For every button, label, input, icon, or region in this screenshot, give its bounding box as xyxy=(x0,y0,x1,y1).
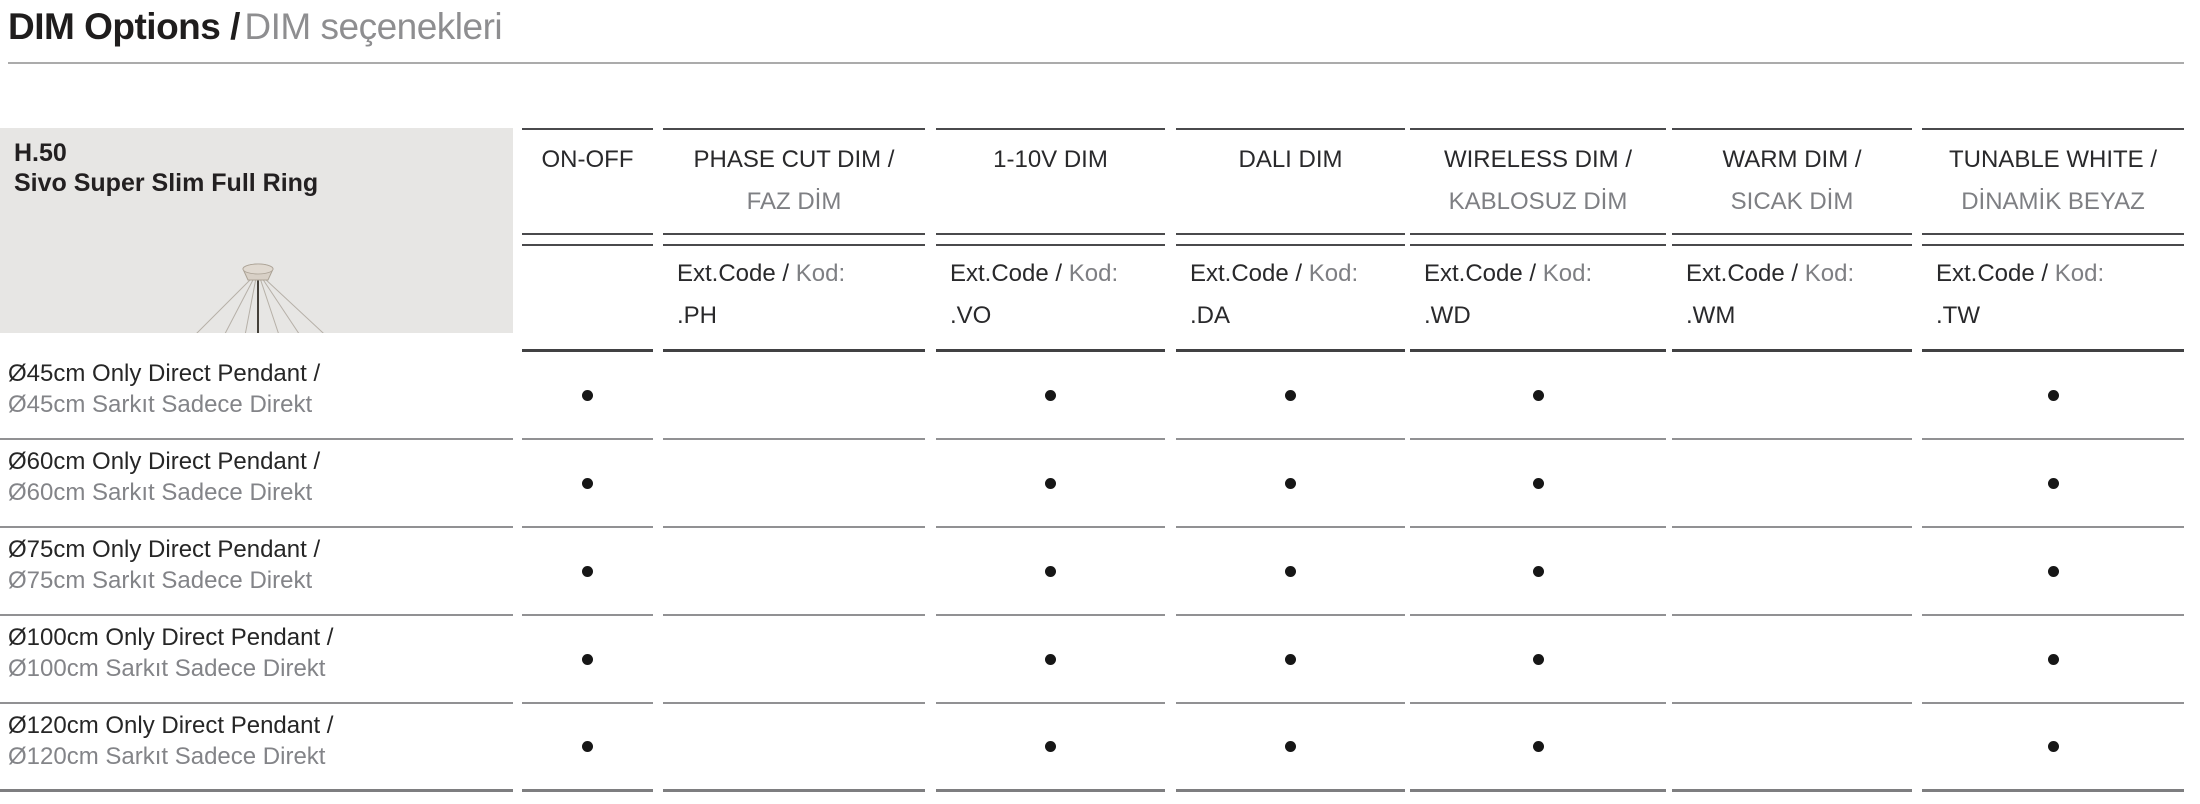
table-row xyxy=(0,704,2200,792)
column-header-tr: DİNAMİK BEYAZ xyxy=(1961,188,2145,215)
availability-dot xyxy=(1045,478,1056,489)
ext-code-cell xyxy=(1176,246,1405,352)
ext-code-value: .WD xyxy=(1424,302,1471,329)
option-cell-tunable-white xyxy=(1922,528,2184,616)
option-cell-warm-dim xyxy=(1672,616,1912,704)
header-double-rule xyxy=(663,233,925,246)
product-name: Sivo Super Slim Full Ring xyxy=(14,169,319,197)
row-label xyxy=(0,704,513,792)
option-cell-phase-cut-dim xyxy=(663,352,925,440)
availability-dot xyxy=(2048,390,2059,401)
availability-dot xyxy=(2048,654,2059,665)
option-cell-1-10v-dim xyxy=(936,528,1165,616)
availability-dot xyxy=(1045,741,1056,752)
pendant-illustration-icon xyxy=(0,128,513,333)
ext-code-label xyxy=(1424,260,1666,288)
column-header xyxy=(663,128,925,233)
row-label-tr: Ø60cm Sarkıt Sadece Direkt xyxy=(8,479,313,506)
ext-code-value: .TW xyxy=(1936,302,1980,329)
row-label xyxy=(0,352,513,440)
row-label-en: Ø100cm Only Direct Pendant / xyxy=(8,624,334,651)
header-double-rule xyxy=(936,233,1165,246)
row-label-en: Ø75cm Only Direct Pendant / xyxy=(8,536,321,563)
availability-dot xyxy=(2048,566,2059,577)
header-double-rule xyxy=(1672,233,1912,246)
ext-code-label xyxy=(677,260,925,288)
header-double-rule xyxy=(1410,233,1666,246)
availability-dot xyxy=(1533,478,1544,489)
row-label xyxy=(0,440,513,528)
ext-code-value: .WM xyxy=(1686,302,1736,329)
option-cell-warm-dim xyxy=(1672,528,1912,616)
option-cell-phase-cut-dim xyxy=(663,704,925,792)
product-image-block xyxy=(0,128,513,333)
column-header-tr: SICAK DİM xyxy=(1730,188,1854,215)
dim-column-phase-cut-dim xyxy=(663,128,925,352)
column-header-en: WARM DIM / xyxy=(1722,146,1862,173)
dim-column-tunable-white xyxy=(1922,128,2184,352)
row-label-tr: Ø45cm Sarkıt Sadece Direkt xyxy=(8,391,313,418)
dim-columns xyxy=(513,128,2184,352)
ext-code-label-tr: Kod: xyxy=(2054,260,2105,287)
ext-code-cell xyxy=(1672,246,1912,352)
table-body xyxy=(0,352,2200,792)
column-header-tr: FAZ DİM xyxy=(746,188,842,215)
column-header-en: 1-10V DIM xyxy=(993,146,1108,173)
column-header xyxy=(522,128,653,233)
row-label-en: Ø45cm Only Direct Pendant / xyxy=(8,360,321,387)
option-cell-tunable-white xyxy=(1922,616,2184,704)
option-cell-on-off xyxy=(522,704,653,792)
ext-code-cell xyxy=(663,246,925,352)
column-header xyxy=(936,128,1165,233)
option-cell-1-10v-dim xyxy=(936,616,1165,704)
ext-code-label-en: Ext.Code / xyxy=(950,260,1063,287)
table-row xyxy=(0,616,2200,704)
option-cell-wireless-dim xyxy=(1410,704,1666,792)
ext-code-cell xyxy=(1410,246,1666,352)
option-cell-1-10v-dim xyxy=(936,352,1165,440)
table-row xyxy=(0,352,2200,440)
row-label-tr: Ø100cm Sarkıt Sadece Direkt xyxy=(8,655,326,682)
availability-dot xyxy=(1533,654,1544,665)
ext-code-label-tr: Kod: xyxy=(1068,260,1119,287)
column-header-en: WIRELESS DIM / xyxy=(1443,146,1633,173)
availability-dot xyxy=(1533,741,1544,752)
option-cell-wireless-dim xyxy=(1410,440,1666,528)
availability-dot xyxy=(1285,390,1296,401)
ext-code-label xyxy=(1936,260,2184,288)
row-label-en: Ø120cm Only Direct Pendant / xyxy=(8,712,334,739)
availability-dot xyxy=(1285,654,1296,665)
ext-code-cell xyxy=(936,246,1165,352)
row-label-tr: Ø75cm Sarkıt Sadece Direkt xyxy=(8,567,313,594)
page-title-en: DIM Options / xyxy=(8,6,240,47)
header-double-rule xyxy=(522,233,653,246)
product-code: H.50 xyxy=(14,139,67,167)
row-label-en: Ø60cm Only Direct Pendant / xyxy=(8,448,321,475)
ext-code-label-en: Ext.Code / xyxy=(1424,260,1537,287)
column-header xyxy=(1672,128,1912,233)
option-cell-warm-dim xyxy=(1672,704,1912,792)
availability-dot xyxy=(1045,566,1056,577)
availability-dot xyxy=(582,741,593,752)
option-cell-wireless-dim xyxy=(1410,528,1666,616)
column-header xyxy=(1176,128,1405,233)
availability-dot xyxy=(1045,654,1056,665)
column-header xyxy=(1922,128,2184,233)
option-cell-1-10v-dim xyxy=(936,704,1165,792)
ext-code-cell xyxy=(1922,246,2184,352)
option-cell-on-off xyxy=(522,352,653,440)
availability-dot xyxy=(1285,566,1296,577)
ext-code-label-tr: Kod: xyxy=(1804,260,1855,287)
ext-code-label-en: Ext.Code / xyxy=(677,260,790,287)
ext-code-label-en: Ext.Code / xyxy=(1686,260,1799,287)
row-label-tr: Ø120cm Sarkıt Sadece Direkt xyxy=(8,743,326,770)
option-cell-phase-cut-dim xyxy=(663,440,925,528)
option-cell-dali-dim xyxy=(1176,352,1405,440)
option-cell-on-off xyxy=(522,440,653,528)
option-cell-dali-dim xyxy=(1176,440,1405,528)
ext-code-label-tr: Kod: xyxy=(1308,260,1359,287)
option-cell-warm-dim xyxy=(1672,440,1912,528)
table-header-section xyxy=(0,128,2200,352)
column-header xyxy=(1410,128,1666,233)
column-header-en: ON-OFF xyxy=(541,146,634,173)
option-cell-dali-dim xyxy=(1176,528,1405,616)
option-cell-tunable-white xyxy=(1922,440,2184,528)
option-cell-wireless-dim xyxy=(1410,616,1666,704)
dim-column-dali-dim xyxy=(1176,128,1405,352)
ext-code-label xyxy=(950,260,1165,288)
option-cell-tunable-white xyxy=(1922,352,2184,440)
availability-dot xyxy=(1285,741,1296,752)
option-cell-phase-cut-dim xyxy=(663,616,925,704)
option-cell-dali-dim xyxy=(1176,616,1405,704)
dim-column-1-10v-dim xyxy=(936,128,1165,352)
ext-code-value: .DA xyxy=(1190,302,1231,329)
column-header-en: DALI DIM xyxy=(1238,146,1343,173)
availability-dot xyxy=(1285,478,1296,489)
ext-code-label-tr: Kod: xyxy=(795,260,846,287)
option-cell-warm-dim xyxy=(1672,352,1912,440)
ext-code-label-tr: Kod: xyxy=(1542,260,1593,287)
option-cell-phase-cut-dim xyxy=(663,528,925,616)
dim-column-on-off xyxy=(522,128,653,352)
option-cell-on-off xyxy=(522,616,653,704)
column-header-en: PHASE CUT DIM / xyxy=(693,146,895,173)
header-double-rule xyxy=(1922,233,2184,246)
ext-code-value: .VO xyxy=(950,302,992,329)
column-header-en: TUNABLE WHITE / xyxy=(1948,146,2158,173)
header-double-rule xyxy=(1176,233,1405,246)
table-row xyxy=(0,528,2200,616)
ext-code-value: .PH xyxy=(677,302,718,329)
table-row xyxy=(0,440,2200,528)
availability-dot xyxy=(2048,741,2059,752)
availability-dot xyxy=(582,478,593,489)
availability-dot xyxy=(2048,478,2059,489)
ext-code-label-en: Ext.Code / xyxy=(1190,260,1303,287)
ext-code-label xyxy=(1686,260,1912,288)
option-cell-wireless-dim xyxy=(1410,352,1666,440)
availability-dot xyxy=(1533,566,1544,577)
ext-code-cell xyxy=(522,246,653,352)
availability-dot xyxy=(1045,390,1056,401)
row-label xyxy=(0,616,513,704)
option-cell-on-off xyxy=(522,528,653,616)
availability-dot xyxy=(582,390,593,401)
row-label xyxy=(0,528,513,616)
availability-dot xyxy=(582,654,593,665)
option-cell-tunable-white xyxy=(1922,704,2184,792)
dim-column-warm-dim xyxy=(1672,128,1912,352)
ext-code-label xyxy=(1190,260,1405,288)
column-header-tr: KABLOSUZ DİM xyxy=(1448,188,1628,215)
availability-dot xyxy=(1533,390,1544,401)
option-cell-1-10v-dim xyxy=(936,440,1165,528)
dim-column-wireless-dim xyxy=(1410,128,1666,352)
availability-dot xyxy=(582,566,593,577)
page-title-tr: DIM seçenekleri xyxy=(244,6,503,47)
ext-code-label-en: Ext.Code / xyxy=(1936,260,2049,287)
option-cell-dali-dim xyxy=(1176,704,1405,792)
page-title xyxy=(8,0,2184,64)
